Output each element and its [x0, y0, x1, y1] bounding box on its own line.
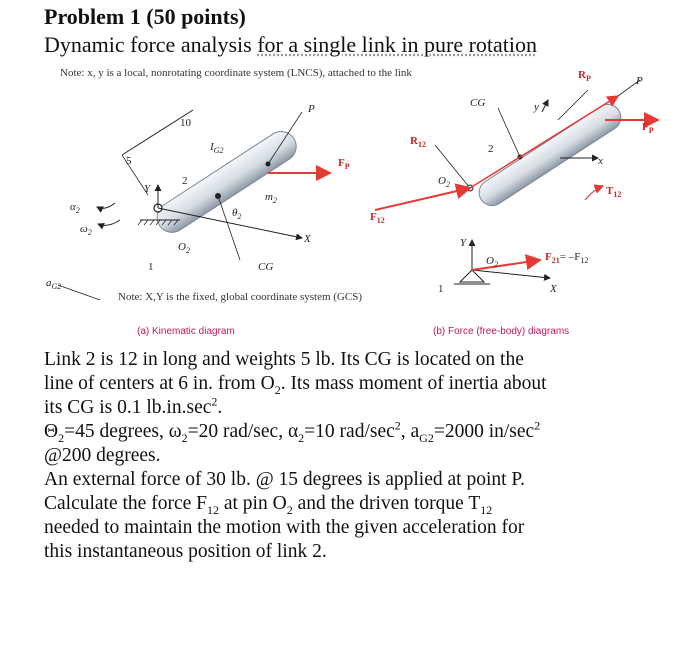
label-Y-b: Y	[460, 237, 467, 249]
label-x-a: X	[304, 233, 311, 245]
label-omega2: $\omega_2$	[80, 223, 92, 237]
omega-arrow	[98, 220, 120, 225]
label-1-a: 1	[148, 261, 154, 273]
label-o2-b: $O_2$	[438, 175, 450, 189]
label-fp-b: $F_P$	[642, 121, 654, 135]
ag2-line	[58, 285, 100, 300]
label-1-b: 1	[438, 283, 444, 295]
label-ag2: $a_{G2}$	[46, 277, 62, 291]
statement-line-4: $\Theta_2=45$ degrees, $\omega_2=20$ rad/sec, $\alpha_2=10$ rad/$\sec^2$, $a_{G2}=2000$ $in/\sec^2$	[44, 418, 541, 445]
label-o2-ground: $O_2$	[486, 255, 498, 269]
label-y-b: y	[534, 101, 539, 113]
f12-arrow-b	[375, 188, 470, 210]
label-f12-a: $F_{12}$	[370, 211, 385, 225]
label-alpha2: $\alpha_2$	[70, 201, 80, 215]
label-X-b: X	[550, 283, 557, 295]
caption-a: (a) Kinematic diagram	[137, 326, 235, 337]
x-axis-ground	[472, 270, 550, 278]
t12-arc	[585, 186, 603, 200]
rp-leader	[558, 90, 588, 120]
note-bottom: Note: X,Y is the fixed, global coordinate system (GCS)	[118, 291, 362, 303]
statement-line-6: An external force of 30 lb. @ 15 degrees is applied at point P.	[44, 469, 525, 490]
cg-leader-b	[498, 108, 520, 157]
label-p-a: P	[308, 103, 315, 115]
label-2-b: 2	[488, 143, 494, 155]
label-f21: $F_{21}= -F_{12}$	[545, 251, 589, 265]
label-cg-a: CG	[258, 261, 274, 273]
figure-diagram	[40, 60, 660, 345]
link-2-b	[474, 99, 626, 210]
ground-support-b	[460, 270, 484, 282]
label-cg-b: CG	[470, 97, 486, 109]
label-5: 5	[126, 155, 132, 167]
label-t12: $T_{12}$	[606, 185, 622, 199]
label-p-b: P	[636, 75, 643, 87]
label-y-a: Y	[144, 183, 151, 195]
subtitle-part1: Dynamic force analysis	[44, 32, 258, 57]
label-lg2: $I_{G2}$	[210, 141, 224, 155]
label-10: 10	[180, 117, 191, 129]
problem-title: Problem 1 (50 points)	[44, 4, 246, 29]
statement-line-2: line of centers at 6 in. from $O_2$. Its mass moment of inertia about	[44, 373, 547, 397]
cg-leader-a	[218, 196, 240, 260]
statement-line-7: Calculate the force $F_{12}$ at pin $O_2$ and the driven torque $T_{12}$	[44, 493, 493, 517]
alpha-arrow	[97, 203, 115, 208]
label-o2-a: $O_2$	[178, 241, 190, 255]
label-2-a: 2	[182, 175, 188, 187]
statement-line-5: @200 degrees.	[44, 445, 161, 466]
kinematic-diagram	[46, 103, 385, 300]
f21-arrow	[472, 260, 540, 270]
y-axis-b	[542, 100, 548, 112]
statement-line-1: Link 2 is 12 in long and weights 5 lb. Its CG is located on the	[44, 349, 524, 370]
statement-line-8: needed to maintain the motion with the given acceleration for	[44, 517, 525, 538]
label-x-b: x	[598, 155, 603, 167]
statement-line-3: its CG is 0.1 $lb.in.\sec^2$.	[44, 394, 223, 418]
subtitle-part2: for a single link in pure rotation	[257, 32, 538, 57]
label-fp-a: $F_P$	[338, 157, 350, 171]
label-theta2: $\theta_2$	[232, 207, 242, 221]
label-m2: $m_2$	[265, 191, 277, 205]
statement-line-9: this instantaneous position of link 2.	[44, 541, 327, 562]
label-rp: $R_P$	[578, 69, 591, 83]
label-r12: $R_{12}$	[410, 135, 426, 149]
problem-subtitle	[44, 32, 537, 58]
fbd-diagram	[375, 69, 658, 295]
note-top: Note: x, y is a local, nonrotating coordinate system (LNCS), attached to the link	[60, 67, 412, 79]
caption-b: (b) Force (free-body) diagrams	[433, 326, 570, 337]
